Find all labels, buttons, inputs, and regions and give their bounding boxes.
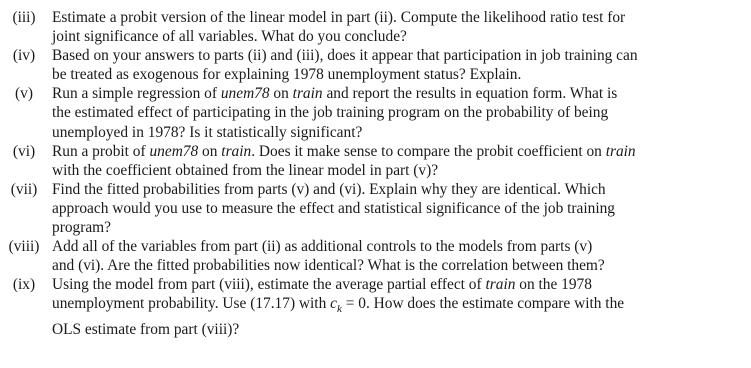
- text-line: [52, 320, 711, 339]
- variable-name: train: [221, 142, 252, 160]
- text-run: on: [269, 85, 293, 103]
- variable-name: unem78: [149, 142, 199, 160]
- text-line: [52, 65, 711, 84]
- text-line: [52, 256, 711, 275]
- text-line: [52, 275, 711, 294]
- item-text: [52, 46, 711, 84]
- question-item-iii: [0, 8, 751, 46]
- text-line: [52, 46, 711, 65]
- text-line: [52, 199, 711, 218]
- text-line: [52, 218, 711, 237]
- question-item-vi: [0, 142, 751, 180]
- text-line: [52, 84, 711, 103]
- text-line: [52, 27, 711, 46]
- text-line: [52, 142, 711, 161]
- text-run: the estimated effect of participating in the job training program on the probability of being: [52, 104, 609, 122]
- text-run: Run a simple regression of: [52, 85, 221, 103]
- item-label: (viii): [8, 238, 40, 256]
- text-run: joint significance of all variables. What do you conclude?: [52, 28, 407, 46]
- text-run: be treated as exogenous for explaining 1978 unemployment status? Explain.: [52, 66, 522, 84]
- question-item-ix: [0, 275, 751, 338]
- variable-name: train: [292, 85, 323, 103]
- text-run: and (vi). Are the fitted probabilities now identical? What is the correlation between them?: [52, 257, 605, 275]
- math-symbol: c: [330, 295, 337, 313]
- text-line: [52, 161, 711, 180]
- text-run: with the coefficient obtained from the linear model in part (v)?: [52, 161, 439, 179]
- text-run: Find the fitted probabilities from parts (v) and (vi). Explain why they are identical. Which: [52, 180, 606, 198]
- text-run: Estimate a probit version of the linear model in part (ii). Compute the likelihood ratio test for: [52, 9, 626, 26]
- item-text: [52, 180, 711, 237]
- text-run: Based on your answers to parts (ii) and (iii), does it appear that participation in job training can: [52, 47, 638, 65]
- item-label: (vi): [12, 142, 36, 160]
- question-item-vii: [0, 180, 751, 237]
- variable-name: unem78: [220, 85, 270, 103]
- variable-name: train: [605, 142, 636, 160]
- text-run: unemployed in 1978? Is it statistically significant?: [52, 123, 363, 141]
- text-run: Add all of the variables from part (ii) as additional controls to the models from parts (v): [52, 238, 593, 256]
- item-text: [52, 84, 711, 141]
- item-text: [52, 8, 711, 46]
- math-subscript: k: [336, 303, 342, 316]
- text-run: = 0. How does the estimate compare with the: [341, 295, 625, 313]
- text-run: Run a probit of: [52, 142, 150, 160]
- text-run: and report the results in equation form. What is: [322, 85, 618, 103]
- text-line: [52, 103, 711, 122]
- question-item-v: [0, 84, 751, 141]
- text-line: [52, 180, 711, 199]
- item-label: (vii): [10, 180, 38, 198]
- item-label: (iii): [12, 9, 36, 26]
- text-run: unemployment probability. Use (17.17) with: [52, 295, 331, 313]
- text-line: [52, 237, 711, 256]
- text-run: on: [198, 142, 222, 160]
- text-run: program?: [52, 219, 111, 237]
- text-line: [52, 8, 711, 27]
- item-text: [52, 275, 711, 338]
- text-run: OLS estimate from part (viii)?: [52, 320, 240, 338]
- text-run: on the 1978: [515, 276, 592, 294]
- item-label: (ix): [12, 276, 36, 294]
- text-run: approach would you use to measure the effect and statistical significance of the job training: [52, 199, 615, 217]
- question-item-viii: [0, 237, 751, 275]
- text-run: Using the model from part (viii), estimate the average partial effect of: [52, 276, 486, 294]
- item-label: (v): [15, 85, 33, 103]
- item-label: (iv): [12, 47, 36, 65]
- text-line: [52, 123, 711, 142]
- question-list: [0, 8, 751, 339]
- text-line: [52, 294, 711, 319]
- question-item-iv: [0, 46, 751, 84]
- item-text: [52, 237, 711, 275]
- item-text: [52, 142, 711, 180]
- text-run: . Does it make sense to compare the probit coefficient on: [251, 142, 606, 160]
- variable-name: train: [485, 276, 516, 294]
